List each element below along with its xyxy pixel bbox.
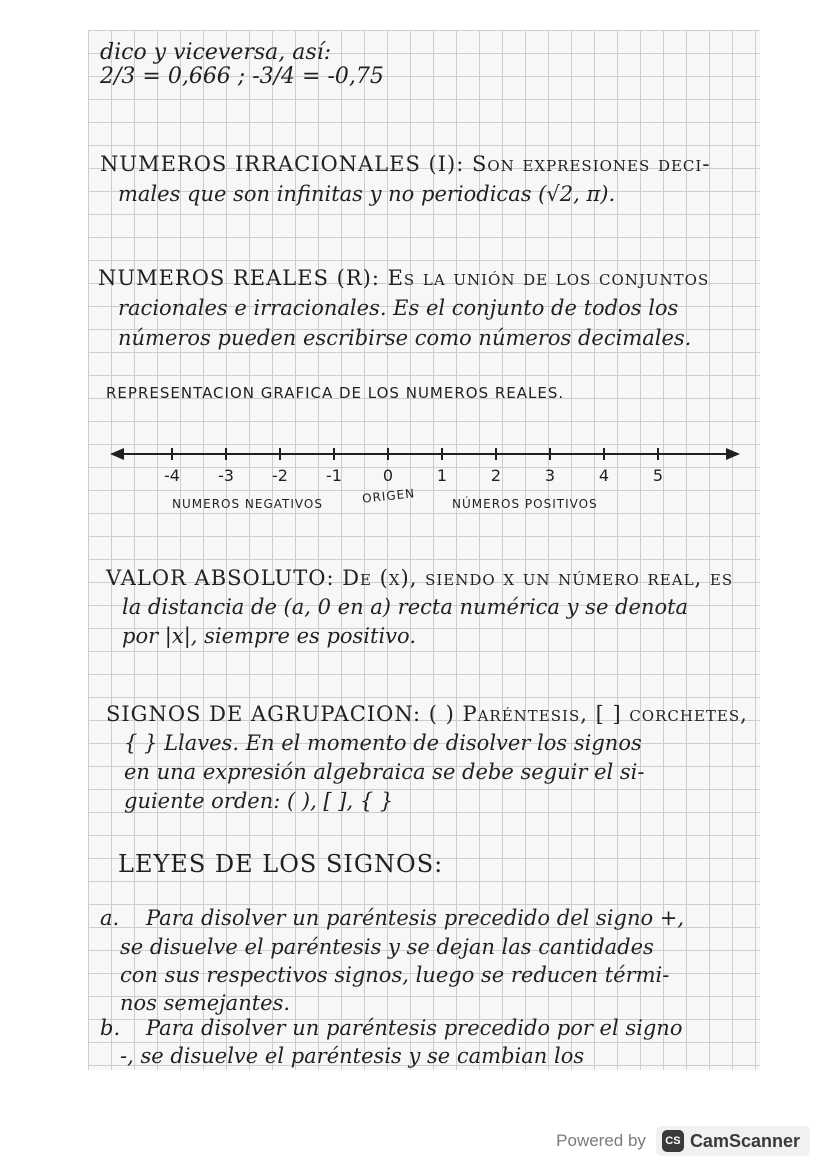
intro-line-1: dico y viceversa, así: bbox=[100, 40, 332, 65]
tick-label: -2 bbox=[272, 466, 288, 485]
law-b-text-2: -, se disuelve el paréntesis y se cambian los bbox=[120, 1044, 585, 1068]
graph-heading: REPRESENTACION GRAFICA DE LOS NUMEROS REALES. bbox=[106, 384, 565, 402]
sign-laws-heading: LEYES DE LOS SIGNOS: bbox=[118, 850, 444, 878]
grouping-signs-text-1: { } Llaves. En el momento de disolver los signos bbox=[124, 731, 642, 755]
intro-line-2: 2/3 = 0,666 ; -3/4 = -0,75 bbox=[100, 64, 384, 89]
law-a-text-4: nos semejantes. bbox=[120, 991, 291, 1015]
camscanner-watermark bbox=[556, 1124, 810, 1158]
absolute-value-heading: VALOR ABSOLUTO: De (x), siendo x un número real, es bbox=[106, 566, 734, 590]
tick-label: -1 bbox=[326, 466, 342, 485]
real-numbers-text-2: números pueden escribirse como números decimales. bbox=[118, 326, 692, 350]
law-a-text-2: se disuelve el paréntesis y se dejan las cantidades bbox=[120, 935, 654, 959]
grouping-signs-text-2: en una expresión algebraica se debe seguir el si- bbox=[124, 760, 645, 784]
grouping-signs-heading: SIGNOS DE AGRUPACION: ( ) Paréntesis, [ ] corchetes, bbox=[106, 702, 748, 726]
law-b-text-1: Para disolver un paréntesis precedido por el signo bbox=[146, 1016, 683, 1040]
law-b-marker: b. bbox=[100, 1016, 121, 1040]
irrational-numbers-heading: NUMEROS IRRACIONALES (I): Son expresiones deci- bbox=[100, 152, 711, 176]
law-a-marker: a. bbox=[100, 906, 120, 930]
right-arrow-icon bbox=[726, 448, 740, 460]
camscanner-badge bbox=[656, 1126, 810, 1156]
tick-label: 0 bbox=[382, 466, 394, 485]
tick-label: 4 bbox=[598, 466, 610, 485]
camscanner-brand: CamScanner bbox=[689, 1130, 800, 1151]
powered-by-text: Powered by bbox=[556, 1131, 646, 1150]
tick-label: 5 bbox=[652, 466, 664, 485]
negative-numbers-label: NUMEROS NEGATIVOS bbox=[172, 497, 323, 511]
absolute-value-text-1: la distancia de (a, 0 en a) recta numérica y se denota bbox=[122, 595, 689, 619]
real-numbers-heading: NUMEROS REALES (R): Es la unión de los conjuntos bbox=[98, 266, 710, 290]
tick-label: 1 bbox=[436, 466, 448, 485]
positive-numbers-label: NÚMEROS POSITIVOS bbox=[452, 497, 598, 511]
law-a-text-1: Para disolver un paréntesis precedido del signo +, bbox=[146, 906, 685, 930]
tick-label: -3 bbox=[218, 466, 234, 485]
number-line bbox=[110, 440, 750, 490]
law-a-text-3: con sus respectivos signos, luego se reducen térmi- bbox=[120, 963, 670, 987]
absolute-value-text-2: por |x|, siempre es positivo. bbox=[122, 624, 416, 648]
camscanner-logo-icon: CS bbox=[662, 1130, 684, 1152]
origin-label: ORIGEN bbox=[361, 486, 416, 506]
real-numbers-text-1: racionales e irracionales. Es el conjunto de todos los bbox=[118, 296, 679, 320]
irrational-numbers-text: males que son infinitas y no periodicas (√2, π). bbox=[118, 182, 616, 206]
grouping-signs-text-3: guiente orden: ( ), [ ], { } bbox=[124, 789, 394, 813]
tick-label: -4 bbox=[164, 466, 180, 485]
tick-label: 3 bbox=[544, 466, 556, 485]
tick-label: 2 bbox=[490, 466, 502, 485]
left-arrow-icon bbox=[110, 448, 124, 460]
